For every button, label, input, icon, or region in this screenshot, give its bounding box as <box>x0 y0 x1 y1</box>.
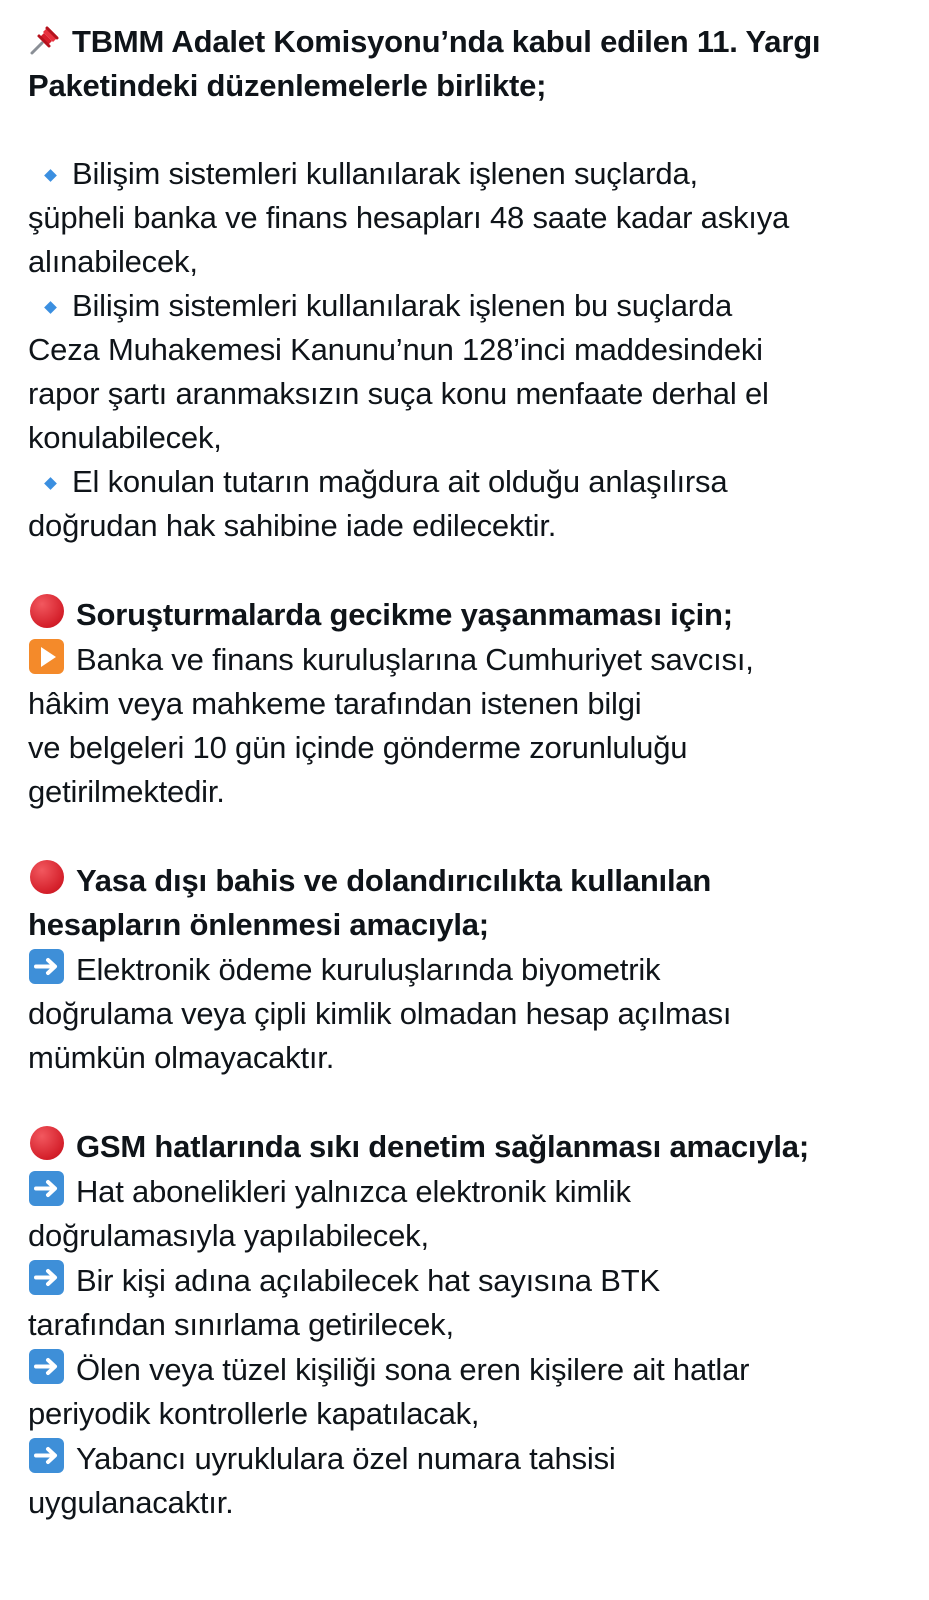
intro-line-2: Paketindeki düzenlemelerle birlikte; <box>28 68 547 103</box>
bullet-text: Bilişim sistemleri kullanılarak işlenen bu suçlarda <box>72 288 733 323</box>
section-item <box>28 1347 908 1392</box>
bullet-text: doğrudan hak sahibine iade edilecektir. <box>28 508 557 543</box>
section-item <box>28 1258 908 1303</box>
section-item-text: doğrulamasıyla yapılabilecek, <box>28 1218 429 1253</box>
section-item-text: mümkün olmayacaktır. <box>28 1040 335 1075</box>
section-item-text: Yabancı uyruklulara özel numara tahsisi <box>76 1441 616 1476</box>
section-item <box>28 1169 908 1214</box>
section-heading-text: hesapların önlenmesi amacıyla; <box>28 907 489 942</box>
section-item <box>28 947 908 992</box>
post-text <box>28 20 908 1525</box>
bullet-text: rapor şartı aranmaksızın suça konu menfaate derhal el <box>28 376 769 411</box>
play-button-icon <box>28 637 66 675</box>
section-item-text: tarafından sınırlama getirilecek, <box>28 1307 454 1342</box>
section-heading <box>28 592 908 637</box>
section-item-text: Hat abonelikleri yalnızca elektronik kimlik <box>76 1174 631 1209</box>
intro-line <box>28 20 908 64</box>
intro-line-1: TBMM Adalet Komisyonu’nda kabul edilen 11. Yargı <box>72 24 821 59</box>
bullet-text: şüpheli banka ve finans hesapları 48 saate kadar askıya <box>28 200 790 235</box>
section-item-text: Ölen veya tüzel kişiliği sona eren kişilere ait hatlar <box>76 1352 750 1387</box>
bullet-item <box>28 152 908 196</box>
section-item-text: getirilmektedir. <box>28 774 225 809</box>
bullet-text: konulabilecek, <box>28 420 222 455</box>
small-blue-diamond-icon <box>36 159 66 189</box>
right-arrow-icon <box>28 1169 66 1207</box>
section-item-text: ve belgeleri 10 gün içinde gönderme zorunluluğu <box>28 730 688 765</box>
small-blue-diamond-icon <box>36 291 66 321</box>
bullet-text: Ceza Muhakemesi Kanunu’nun 128’inci maddesindeki <box>28 332 763 367</box>
section-item-text: periyodik kontrollerle kapatılacak, <box>28 1396 480 1431</box>
section-heading-text: Yasa dışı bahis ve dolandırıcılıkta kullanılan <box>76 863 712 898</box>
bullet-item <box>28 460 908 504</box>
small-blue-diamond-icon <box>36 467 66 497</box>
section-item-text: Bir kişi adına açılabilecek hat sayısına BTK <box>76 1263 660 1298</box>
right-arrow-icon <box>28 947 66 985</box>
section-item-text: Elektronik ödeme kuruluşlarında biyometrik <box>76 952 661 987</box>
section-item-text: hâkim veya mahkeme tarafından istenen bilgi <box>28 686 642 721</box>
section-item-text: doğrulama veya çipli kimlik olmadan hesap açılması <box>28 996 732 1031</box>
right-arrow-icon <box>28 1347 66 1385</box>
bullet-text: Bilişim sistemleri kullanılarak işlenen suçlarda, <box>72 156 698 191</box>
section-heading-text: GSM hatlarında sıkı denetim sağlanması amacıyla; <box>76 1129 809 1164</box>
section-item <box>28 1436 908 1481</box>
red-circle-icon <box>28 592 66 630</box>
pushpin-icon <box>28 23 62 57</box>
bullet-item <box>28 284 908 328</box>
section-heading-text: Soruşturmalarda gecikme yaşanmaması için; <box>76 597 733 632</box>
red-circle-icon <box>28 1124 66 1162</box>
section-item-text: uygulanacaktır. <box>28 1485 234 1520</box>
bullet-text: alınabilecek, <box>28 244 198 279</box>
section-item <box>28 637 908 682</box>
right-arrow-icon <box>28 1258 66 1296</box>
bullet-text: El konulan tutarın mağdura ait olduğu anlaşılırsa <box>72 464 728 499</box>
section-heading <box>28 1124 908 1169</box>
red-circle-icon <box>28 858 66 896</box>
section-heading <box>28 858 908 903</box>
section-item-text: Banka ve finans kuruluşlarına Cumhuriyet savcısı, <box>76 642 754 677</box>
right-arrow-icon <box>28 1436 66 1474</box>
